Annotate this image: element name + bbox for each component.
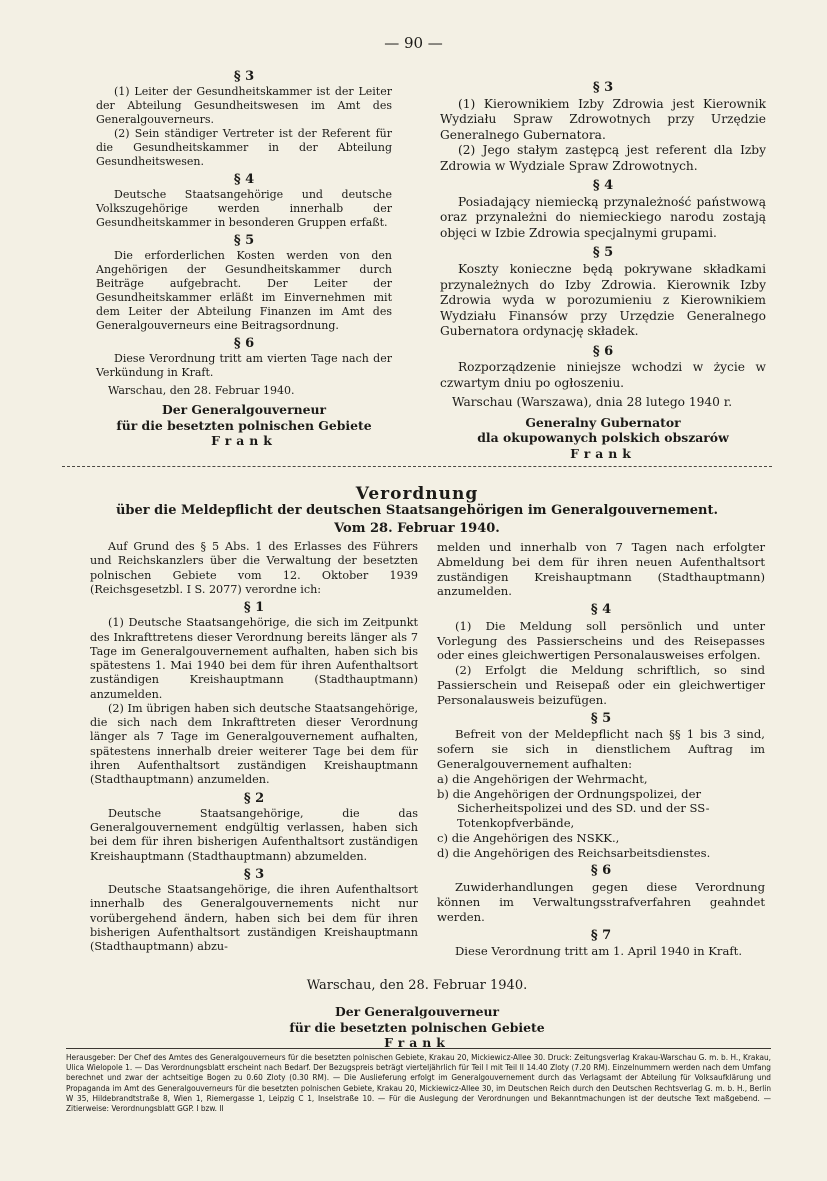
paragraph: Befreit von der Meldepflicht nach §§ 1 bis 3 sind, sofern sie sich in dienstlichem Auftrag im Generalgouvernement aufhalten: xyxy=(437,727,765,771)
signature-name: Frank xyxy=(211,433,277,449)
decree-column-left xyxy=(90,540,418,954)
section xyxy=(96,70,392,169)
decree-column-right xyxy=(437,540,765,959)
publisher-footer: Herausgeber: Der Chef des Amtes des Generalgouverneurs für die besetzten polnischen Gebiete, Krakau 20, Mickiewicz-Allee 30. Druck: Zeitungsverlag Krakau-Warschau G. m. b. H., Krakau, Ulica Wielopole 1. — Das Verordnungsblatt erscheint nach Bedarf. Der Bezugspreis beträgt vierteljährlich für Teil I mit Teil II 14.40 Zloty (7.20 RM). Einzelnummern werden nach dem Umfang berechnet und zwar der achtseitige Bogen zu 0.60 Zloty (0.30 RM). — Die Auslieferung erfolgt im Generalgouvernement durch das Verlagsamt der Abteilung für Volksaufklärung und Propaganda im Amt des Generalgouverneurs für die besetzten polnischen Gebiete, Krakau 20, Mickiewicz-Allee 30, im Deutschen Reich durch den Deutschen Rechtsverlag G. m. b. H., Berlin W 35, Hildebrandtstraße 8, Wien 1, Riemergasse 1, Leipzig C 1, Inselstraße 10. — Für die Auslegung der Verordnungen und Bekanntmachungen ist der deutsche Text maßgebend. — Zitierweise: Verordnungsblatt GGP. I bzw. II xyxy=(66,1052,771,1114)
signature-subtitle: dla okupowanych polskich obszarów xyxy=(477,430,729,446)
section-heading: § 5 xyxy=(233,233,255,249)
section xyxy=(96,173,392,230)
paragraph: (1) Kierownikiem Izby Zdrowia jest Kierownik Wydziału Spraw Zdrowotnych przy Urzędzie Generalnego Gubernatora. xyxy=(440,96,766,142)
paragraph: (2) Sein ständiger Vertreter ist der Referent für die Gesundheitskammer in der Abteilung Gesundheitswesen. xyxy=(96,127,392,169)
paragraph: Diese Verordnung tritt am 1. April 1940 in Kraft. xyxy=(455,944,743,959)
paragraph: Zuwiderhandlungen gegen diese Verordnung können im Verwaltungsstrafverfahren geahndet werden. xyxy=(437,880,765,924)
paragraph: (2) Erfolgt die Meldung schriftlich, so sind Passierschein und Reisepaß oder ein gleichwertiger Personalausweis beizufügen. xyxy=(437,663,765,707)
list-item: c) die Angehörigen des NSKK., xyxy=(437,830,620,845)
signature-block xyxy=(96,402,392,449)
section xyxy=(440,245,766,339)
section-heading: § 4 xyxy=(592,178,614,194)
section xyxy=(437,929,765,960)
paragraph: Deutsche Staatsangehörige, die das Generalgouvernement endgültig verlassen, haben sich bei dem für ihren bisherigen Aufenthaltsort zuständigen Kreishauptmann (Stadthauptmann) abzumelden. xyxy=(90,806,418,863)
section-heading: § 3 xyxy=(243,866,265,882)
section xyxy=(437,712,765,772)
german-column-top xyxy=(96,66,392,449)
signature-title: Generalny Gubernator xyxy=(525,414,681,430)
signature-title: Der Generalgouverneur xyxy=(334,1004,500,1019)
polish-column-top xyxy=(440,76,766,461)
paragraph: Deutsche Staatsangehörige, die ihren Aufenthaltsort innerhalb des Generalgouvernements nicht nur vorübergehend ändern, haben sich bei dem für ihren bisherigen Aufenthaltsort zuständigen Kreishauptmann (Stadthauptmann) abzu- xyxy=(90,883,418,954)
paragraph: (1) Deutsche Staatsangehörige, die sich im Zeitpunkt des Inkrafttretens dieser Verordnung bereits länger als 7 Tage im Generalgouvernement aufhalten, haben sich bis spätestens 1. Mai 1940 bei dem für ihren Aufenthaltsort zuständigen Kreishauptmann (Stadthauptmann) anzumelden. xyxy=(90,616,418,701)
signature-block xyxy=(440,415,766,462)
paragraph-continued: melden und innerhalb von 7 Tagen nach erfolgter Abmeldung bei dem für ihren neuen Aufenthaltsort zuständigen Kreishauptmann (Stadthauptmann) anzumelden. xyxy=(437,540,765,599)
section xyxy=(90,792,418,864)
section xyxy=(96,337,392,380)
place-date: Warschau, den 28. Februar 1940. xyxy=(108,384,295,398)
decree-title: Verordnung xyxy=(355,484,479,504)
section xyxy=(440,344,766,392)
signature-title: Der Generalgouverneur xyxy=(161,402,327,418)
paragraph: Rozporządzenie niniejsze wchodzi w życie w czwartym dniu po ogłoszeniu. xyxy=(440,360,766,390)
section-heading: § 4 xyxy=(233,172,255,188)
section xyxy=(96,234,392,333)
section-heading: § 7 xyxy=(590,927,612,943)
section xyxy=(440,178,766,241)
paragraph: Koszty konieczne będą pokrywane składkami przynależnych do Izby Zdrowia. Kierownik Izby Zdrowia wyda w porozumieniu z Kierownikiem Wydziału Finansów przy Urzędzie Generalnego Gubernatora ordynację składek. xyxy=(440,262,766,339)
section-heading: § 5 xyxy=(590,710,612,726)
paragraph: (1) Die Meldung soll persönlich und unter Vorlegung des Passierscheins und des Reisepasses oder eines gleichwertigen Personalausweises erfolgen. xyxy=(437,618,765,663)
section xyxy=(437,864,765,924)
section-heading: § 6 xyxy=(233,336,255,352)
paragraph: (2) Im übrigen haben sich deutsche Staatsangehörige, die sich nach dem Inkrafttreten dieser Verordnung länger als 7 Tage im Generalgouvernement aufhalten, spätestens innerhalb dreier weiterer Tage bei dem für ihren Aufenthaltsort zuständigen Kreishauptmann (Stadthauptmann) anzumelden. xyxy=(90,701,418,787)
place-date: Warschau, den 28. Februar 1940. xyxy=(306,978,528,993)
intro-paragraph: Auf Grund des § 5 Abs. 1 des Erlasses des Führers und Reichskanzlers über die Verwaltung der besetzten polnischen Gebiete vom 12. Oktober 1939 (Reichsgesetzbl. I S. 2077) verordne ich: xyxy=(90,540,418,596)
footer-rule xyxy=(66,1048,771,1049)
list-item: a) die Angehörigen der Wehrmacht, xyxy=(437,771,648,786)
section-heading: § 4 xyxy=(590,602,612,618)
paragraph: (2) Jego stałym zastępcą jest referent dla Izby Zdrowia w Wydziale Spraw Zdrowotnych. xyxy=(440,143,766,173)
paragraph: Posiadający niemiecką przynależność państwową oraz przynależni do niemieckiego narodu zostają objęci w Izbie Zdrowia specjalnymi grupami. xyxy=(440,194,766,240)
paragraph: Die erforderlichen Kosten werden von den Angehörigen der Gesundheitskammer durch Beiträge aufgebracht. Der Leiter der Gesundheitskammer erläßt im Einvernehmen mit dem Leiter der Abteilung Finanzen im Amt des Generalgouverneurs eine Beitragsordnung. xyxy=(96,249,392,333)
section-heading: § 3 xyxy=(592,80,614,95)
section xyxy=(437,603,765,707)
section-heading: § 1 xyxy=(243,600,265,616)
signature-block xyxy=(62,1004,772,1051)
section-heading: § 6 xyxy=(590,863,612,879)
decree-date: Vom 28. Februar 1940. xyxy=(334,521,500,536)
section-divider xyxy=(62,466,772,467)
list-item: d) die Angehörigen des Reichsarbeitsdienstes. xyxy=(437,845,711,860)
signature-name: Frank xyxy=(384,1035,450,1050)
page-number: — 90 — xyxy=(384,34,443,52)
place-date: Warschau (Warszawa), dnia 28 lutego 1940 r. xyxy=(452,395,733,410)
decree-subtitle: über die Meldepflicht der deutschen Staatsangehörigen im Generalgouvernement. xyxy=(115,503,719,518)
exemption-list xyxy=(437,772,765,861)
section-heading: § 3 xyxy=(233,69,255,84)
section xyxy=(90,868,418,955)
paragraph: Deutsche Staatsangehörige und deutsche Volkszugehörige werden innerhalb der Gesundheitskammer in besonderen Gruppen erfaßt. xyxy=(96,188,392,230)
section-heading: § 6 xyxy=(592,343,614,359)
section-heading: § 2 xyxy=(243,790,265,806)
paragraph: Diese Verordnung tritt am vierten Tage nach der Verkündung in Kraft. xyxy=(96,352,392,380)
paragraph: (1) Leiter der Gesundheitskammer ist der Leiter der Abteilung Gesundheitswesen im Amt des Generalgouverneurs. xyxy=(96,85,392,127)
signature-subtitle: für die besetzten polnischen Gebiete xyxy=(116,417,372,433)
signature-subtitle: für die besetzten polnischen Gebiete xyxy=(289,1019,545,1035)
section-heading: § 5 xyxy=(592,245,614,261)
section xyxy=(440,80,766,174)
list-item: b) die Angehörigen der Ordnungspolizei, der Sicherheitspolizei und des SD. und der SS-Totenkopfverbände, xyxy=(437,786,710,831)
signature-name: Frank xyxy=(570,445,636,461)
section xyxy=(90,601,418,787)
